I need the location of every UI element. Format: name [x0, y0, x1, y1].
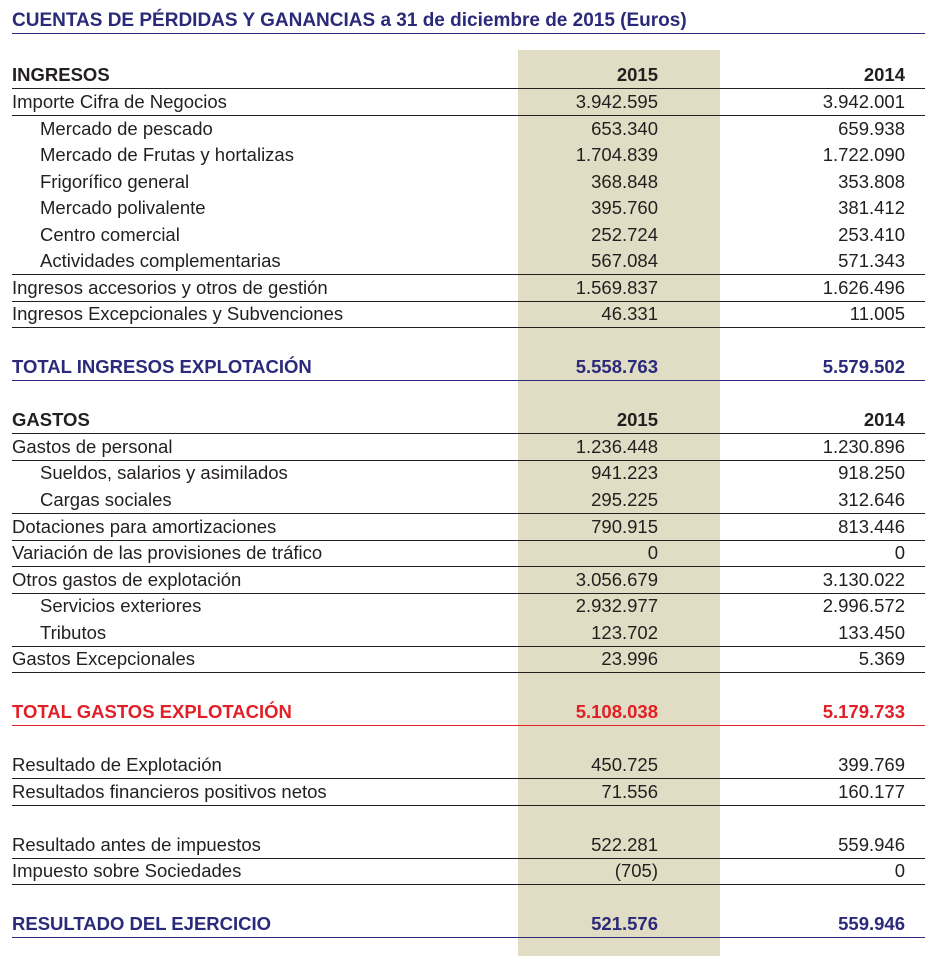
resultado-explotacion-row: Resultado de Explotación 450.725 399.769: [12, 752, 925, 779]
table-row: Otros gastos de explotación 3.056.679 3.130.022: [12, 567, 925, 594]
table-row: Importe Cifra de Negocios 3.942.595 3.942.001: [12, 89, 925, 116]
table-row: Actividades complementarias 567.084 571.343: [12, 248, 925, 275]
resultado-ejercicio-row: RESULTADO DEL EJERCICIO 521.576 559.946: [12, 911, 925, 938]
table-row: Gastos Excepcionales 23.996 5.369: [12, 646, 925, 673]
title-divider: [12, 33, 925, 34]
ingresos-header-label: INGRESOS: [12, 64, 110, 85]
table-row: Mercado de Frutas y hortalizas 1.704.839 1.722.090: [40, 144, 905, 165]
total-gastos-row: TOTAL GASTOS EXPLOTACIÓN 5.108.038 5.179.733: [12, 699, 925, 726]
table-row: Variación de las provisiones de tráfico 0 0: [12, 540, 925, 567]
total-ingresos-row: TOTAL INGRESOS EXPLOTACIÓN 5.558.763 5.579.502: [12, 354, 925, 381]
table-row: Centro comercial 252.724 253.410: [40, 224, 905, 245]
gastos-header-label: GASTOS: [12, 409, 90, 430]
table-row: Cargas sociales 295.225 312.646: [12, 487, 925, 514]
table-row: Tributos 123.702 133.450: [12, 620, 925, 647]
year-2015-header: 2015: [616, 64, 658, 85]
table-row: Ingresos Excepcionales y Subvenciones 46.331 11.005: [12, 301, 925, 328]
table-row: Sueldos, salarios y asimilados 941.223 918.250: [40, 462, 905, 483]
gastos-header-row: [12, 407, 925, 434]
resultado-antes-impuestos-row: Resultado antes de impuestos 522.281 559.946: [12, 832, 925, 859]
table-row: Mercado polivalente 395.760 381.412: [40, 197, 905, 218]
table-row: Mercado de pescado 653.340 659.938: [40, 118, 905, 139]
table-row: Gastos de personal 1.236.448 1.230.896: [12, 434, 925, 461]
table-row: Frigorífico general 368.848 353.808: [40, 171, 905, 192]
resultados-financieros-row: Resultados financieros positivos netos 71.556 160.177: [12, 779, 925, 806]
table-row: Dotaciones para amortizaciones 790.915 813.446: [12, 514, 925, 541]
table-row: Servicios exteriores 2.932.977 2.996.572: [40, 595, 905, 616]
year-2015-header: 2015: [616, 409, 658, 430]
impuesto-sociedades-row: Impuesto sobre Sociedades (705) 0: [12, 858, 925, 885]
year-2014-header: 2014: [863, 64, 905, 85]
page-title: CUENTAS DE PÉRDIDAS Y GANANCIAS a 31 de diciembre de 2015 (Euros): [12, 10, 687, 31]
year-2014-header: 2014: [863, 409, 905, 430]
table-row: Ingresos accesorios y otros de gestión 1.569.837 1.626.496: [12, 275, 925, 302]
ingresos-header-row: [12, 62, 925, 89]
